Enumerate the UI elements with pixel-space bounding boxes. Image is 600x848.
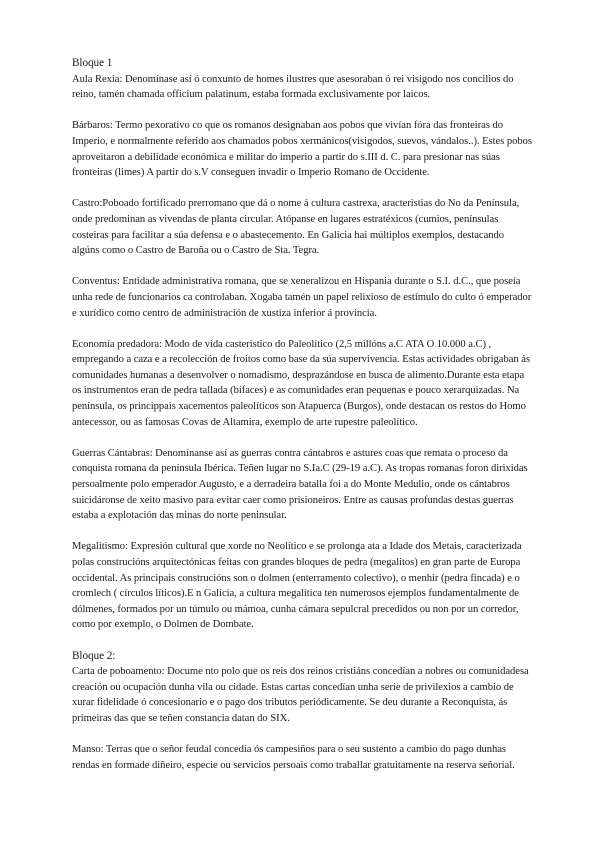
document-page	[72, 56, 532, 789]
section-heading-bloque-2: Bloque 2:	[72, 649, 116, 662]
definition-conventus: Conventus: Entidade administrativa romana, que se xeneralizou en Hispania durante o S.I. d.C., que poseía unha rede de funcionarios ca controlaban. Xogaba tamén un papel relixioso de estímulo do culto ó emperador e xurídico como centro de administración de xustiza inferior á provincia.	[72, 276, 532, 319]
definition-barbaros: Bárbaros: Termo pexorativo co que os romanos designaban aos pobos que vivían fóra das fronteiras do Imperio, e normalmente referido aos chamados pobos xermánicos(visigodos, suevos, vándalos..). Estes pobos aproveitaron a debilidade económica e militar do imperio a partir do s.III d. C. para presionar nas súas fronteiras (limes) A partir do s.V conseguen invadir o Imperio Romano de Occidente.	[72, 120, 532, 179]
definition-guerras-cantabras: Guerras Cántabras: Denomínanse así as guerras contra cántabros e astures coas que remata o proceso da conquista romana da península Ibérica. Teñen lugar no S.Ia.C (29-19 a.C). As tropas romanas foron dirixidas persoalmente polo emperador Augusto, e a derradeira batalla foi a do Monte Medulio, onde os cántabros suicidáronse de xeito masivo para evitar caer como prisioneiros. Entre as causas profundas destas guerras estaba a explotación das minas do norte peninsular.	[72, 447, 528, 522]
definition-megalitismo: Megalitismo: Expresión cultural que xorde no Neolítico e se prolonga ata a Idade dos Metais, caracterizada polas construcións arquitectónicas feitas con grandes bloques de pedra (megalitos) en gran parte de Europa occidental. As principais construcións son o dolmen (enterramento colectivo), o menhir (pedra fincada) e o cromlech ( círculos líticos).E n Galicia, a cultura megalítica ten numerosos ejemplos fundamentalmente de dólmenes, formados por un túmulo ou mámoa, cunha cámara sepulcral precedidos ou non por un corredor, como por exemplo, o Dolmen de Dombate.	[72, 541, 522, 631]
section-heading-bloque-1: Bloque 1	[72, 57, 113, 69]
definition-manso: Manso: Terras que o señor feudal concedía ós campesiños para o seu sustento a cambio do pago dunhas rendas en formade diñeiro, especie ou servicios persoais como traballar gratuitamente na reserva señorial.	[72, 744, 515, 771]
definition-aula-rexia: Aula Rexia: Denomínase así ó conxunto de homes ilustres que asesoraban ó rei visigodo nos concilios do reino, tamén chamada officium palatinum, estaba formada exclusivamente por laicos.	[72, 73, 514, 101]
definition-economia-predadora: Economía predadora: Modo de vida casteristico do Paleolítico (2,5 millóns a.C ATA O 10.000 a.C) , empregando a caza e a recolección de froitos como base da súa supervivencia. Estas actividades obrigaban ás comunidades humanas a desenvolver o nomadismo, desprazándose en busca de alimento.Durante esta etapa os instrumentos eran de pedra tallada (bifaces) e as comunidades eran pequenas e pouco xerarquizadas. Na península, os princippais xacementos paleolíticos son Atapuerca (Burgos), onde destacan os restos do Homo antecessor, ou as famosas Covas de Altamira, exemplo de arte rupestre paleolítico.	[72, 338, 530, 428]
definition-castro: Castro:Poboado fortificado prerromano que dá o nome á cultura castrexa, aracteristias do No da Península, onde predominan as vivendas de planta circular. Atópanse en lugares estratéxicos (cumios, penínsulas costeiras para facilitar a súa defensa e o abastecemento. En Galicia hai múltiplos exemplos, destacando algúns como o Castro de Baroña ou o Castro de Sta. Tegra.	[72, 198, 520, 257]
definition-carta-de-poboamento: Carta de poboamento: Docume nto polo que os reis dos reinos cristiáns concedían a nobres ou comunidadesa creación ou ocupación dunha vila ou cidade. Estas cartas concedían unha serie de privilexios a cambio de xurar fidelidade ó concesionario e o pago dos tributos periódicamente. Se deu durante a Reconquista, ás primeiras das que se teñen constancia datan do SIX.	[72, 666, 529, 724]
